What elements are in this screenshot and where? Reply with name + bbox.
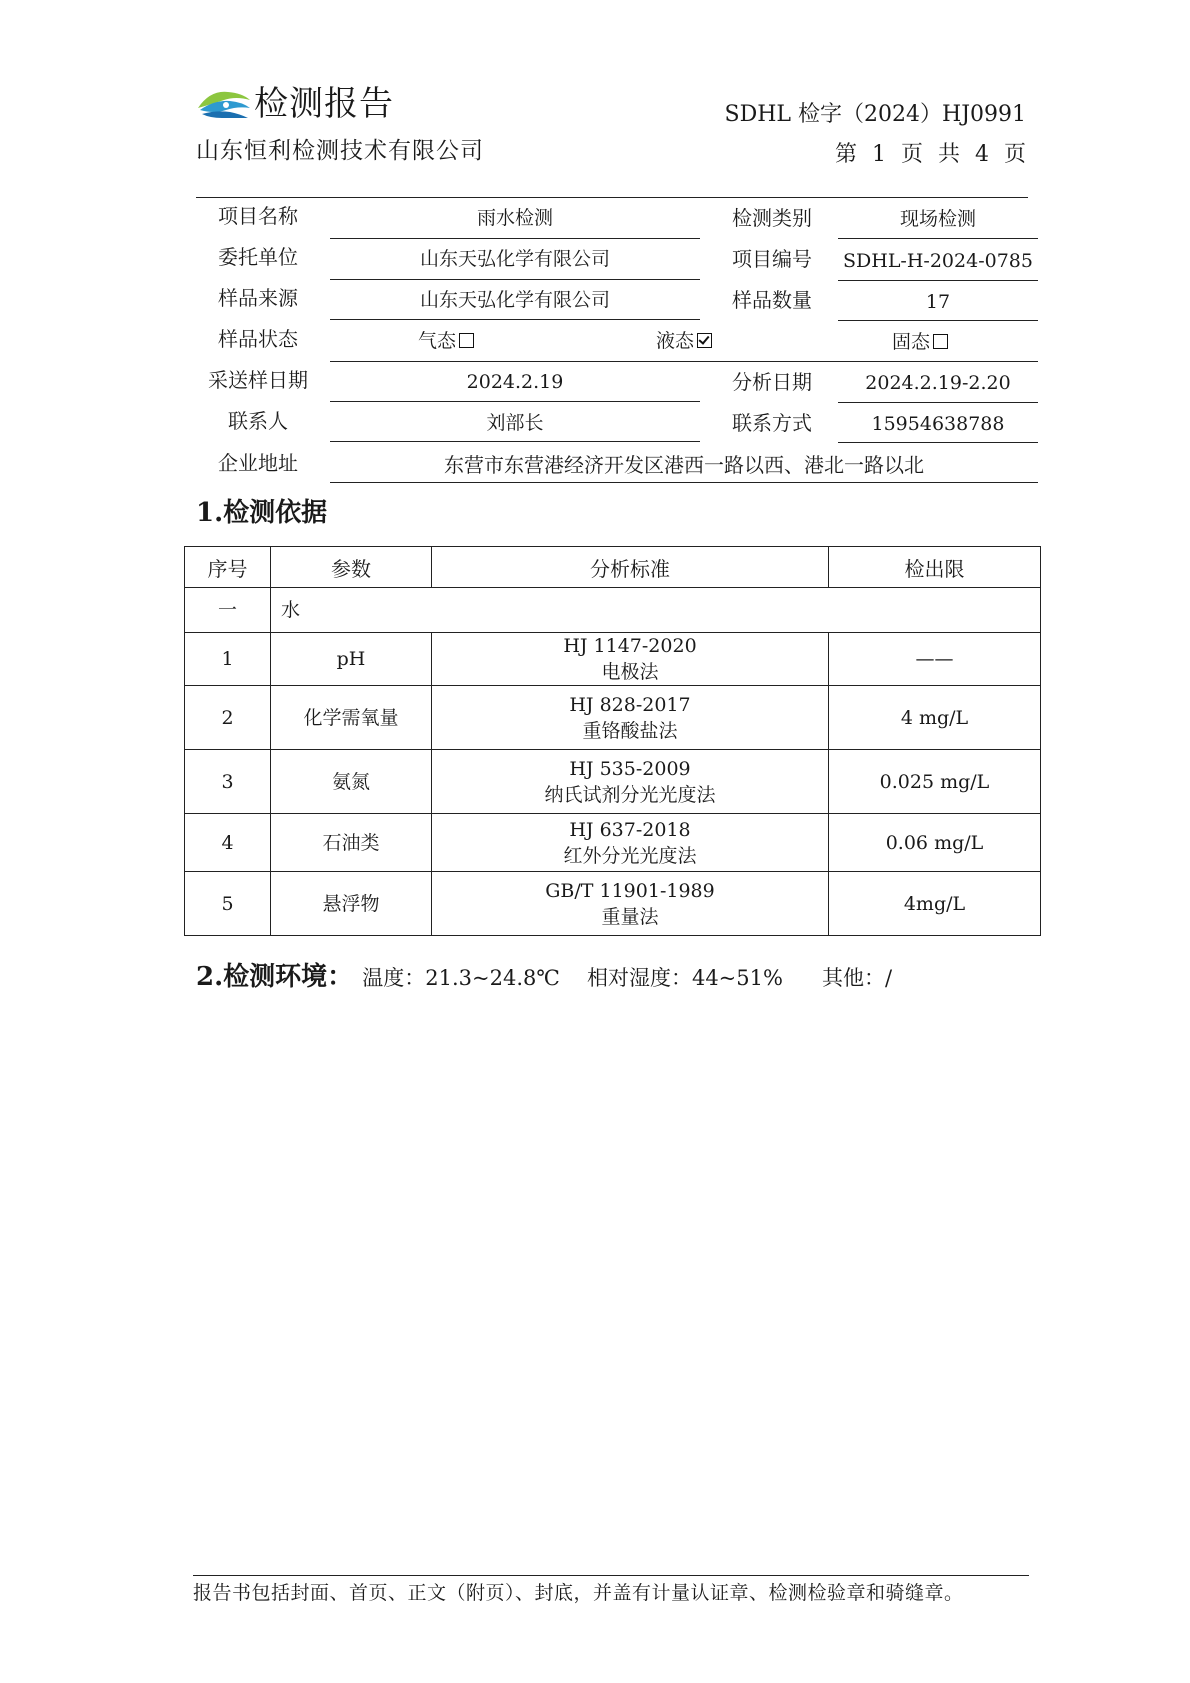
env-other: 其他：/: [822, 966, 893, 990]
sample-state-label: 样品状态: [218, 327, 298, 351]
std-method: 重铬酸盐法: [582, 719, 678, 742]
contact-value: 刘部长: [486, 412, 544, 434]
col-header-standard: 分析标准: [432, 547, 829, 588]
report-number: SDHL 检字（2024）HJ0991: [724, 102, 1026, 127]
project-no-label: 项目编号: [732, 247, 812, 271]
underline: [330, 482, 1038, 483]
underline: [838, 238, 1038, 239]
row-limit: 0.025 mg/L: [829, 750, 1041, 814]
underline: [330, 279, 700, 280]
test-type-value: 现场检测: [899, 208, 976, 230]
page-info: 第 1 页 共 4 页: [835, 142, 1026, 167]
std-code: HJ 1147-2020: [563, 635, 697, 657]
water-leaf-logo-icon: [196, 86, 252, 122]
sample-count-value: 17: [925, 291, 951, 313]
state-gas: [418, 328, 474, 354]
underline: [330, 238, 700, 239]
project-name-label: 项目名称: [218, 204, 298, 228]
row-limit: ——: [829, 633, 1041, 686]
underline: [330, 401, 700, 402]
state-liquid: [656, 328, 712, 354]
row-limit: 4mg/L: [829, 872, 1041, 936]
doc-title: 检测报告: [254, 84, 394, 124]
underline: [330, 319, 700, 320]
col-header-param: 参数: [271, 547, 432, 588]
address-value: 东营市东营港经济开发区港西一路以西、港北一路以北: [444, 453, 924, 477]
row-param: 氨氮: [271, 750, 432, 814]
row-no: 2: [185, 686, 271, 750]
underline: [838, 402, 1038, 403]
state-liquid-label: 液态: [656, 330, 695, 352]
row-param: pH: [271, 633, 432, 686]
contact-method-value: 15954638788: [871, 413, 1005, 435]
table-row: [185, 814, 1041, 872]
row-no: 1: [185, 633, 271, 686]
row-no: 5: [185, 872, 271, 936]
row-limit: 0.06 mg/L: [829, 814, 1041, 872]
env-humidity: 相对湿度：44~51%: [586, 966, 783, 990]
row-standard: [432, 872, 829, 936]
section-2-heading: 2.检测环境：: [196, 962, 354, 992]
analysis-date-label: 分析日期: [732, 370, 812, 394]
std-code: HJ 637-2018: [569, 818, 691, 841]
std-method: 重量法: [601, 905, 659, 928]
header-divider: [196, 197, 1028, 198]
row-standard: [432, 814, 829, 872]
table-row: [185, 633, 1041, 686]
std-code: HJ 535-2009: [569, 757, 691, 780]
row-standard: [432, 686, 829, 750]
category-row: [185, 588, 1041, 633]
std-method: 纳氏试剂分光光度法: [544, 783, 716, 806]
state-gas-label: 气态: [418, 330, 457, 352]
analysis-date-value: 2024.2.19-2.20: [865, 372, 1011, 394]
footer-divider: [193, 1575, 1029, 1576]
state-solid-checkbox: [933, 334, 948, 349]
table-row: [185, 686, 1041, 750]
row-no: 3: [185, 750, 271, 814]
sampling-date-value: 2024.2.19: [466, 371, 564, 393]
basis-table: [184, 546, 1041, 936]
col-header-no: 序号: [185, 547, 271, 588]
state-solid: [892, 329, 948, 355]
test-type-label: 检测类别: [732, 206, 812, 230]
sample-source-label: 样品来源: [218, 286, 298, 310]
table-row: [185, 750, 1041, 814]
address-label: 企业地址: [218, 451, 298, 475]
sample-count-label: 样品数量: [732, 288, 812, 312]
row-param: 石油类: [271, 814, 432, 872]
client-label: 委托单位: [218, 245, 298, 269]
sampling-date-label: 采送样日期: [208, 368, 308, 392]
contact-label: 联系人: [228, 409, 288, 433]
row-param: 悬浮物: [271, 872, 432, 936]
contact-method-label: 联系方式: [732, 411, 812, 435]
underline: [330, 441, 700, 442]
std-code: GB/T 11901-1989: [545, 879, 715, 902]
footer-note: 报告书包括封面、首页、正文（附页）、封底，并盖有计量认证章、检测检验章和骑缝章。: [193, 1582, 964, 1604]
company-name: 山东恒利检测技术有限公司: [196, 138, 484, 164]
category-no: 一: [185, 588, 271, 633]
underline: [838, 442, 1038, 443]
underline: [838, 320, 1038, 321]
category-name: 水: [271, 588, 1041, 633]
col-header-limit: 检出限: [829, 547, 1041, 588]
project-no-value: SDHL-H-2024-0785: [843, 250, 1033, 272]
sample-source-value: 山东天弘化学有限公司: [419, 289, 610, 311]
project-name-value: 雨水检测: [476, 207, 553, 229]
row-param: 化学需氧量: [271, 686, 432, 750]
table-header-row: [185, 547, 1041, 588]
state-solid-label: 固态: [892, 331, 931, 353]
underline: [838, 280, 1038, 281]
row-no: 4: [185, 814, 271, 872]
row-standard: [432, 750, 829, 814]
section-1-heading: 1.检测依据: [196, 498, 328, 528]
std-method: 红外分光光度法: [563, 844, 697, 867]
row-standard: [432, 633, 829, 686]
std-method: 电极法: [601, 661, 659, 683]
table-row: [185, 872, 1041, 936]
env-temperature: 温度：21.3~24.8℃: [362, 966, 560, 990]
row-limit: 4 mg/L: [829, 686, 1041, 750]
state-liquid-checkbox: [697, 333, 712, 348]
underline: [330, 361, 1038, 362]
std-code: HJ 828-2017: [569, 693, 691, 716]
state-gas-checkbox: [459, 333, 474, 348]
environment-line: [196, 956, 892, 993]
client-value: 山东天弘化学有限公司: [419, 248, 610, 270]
